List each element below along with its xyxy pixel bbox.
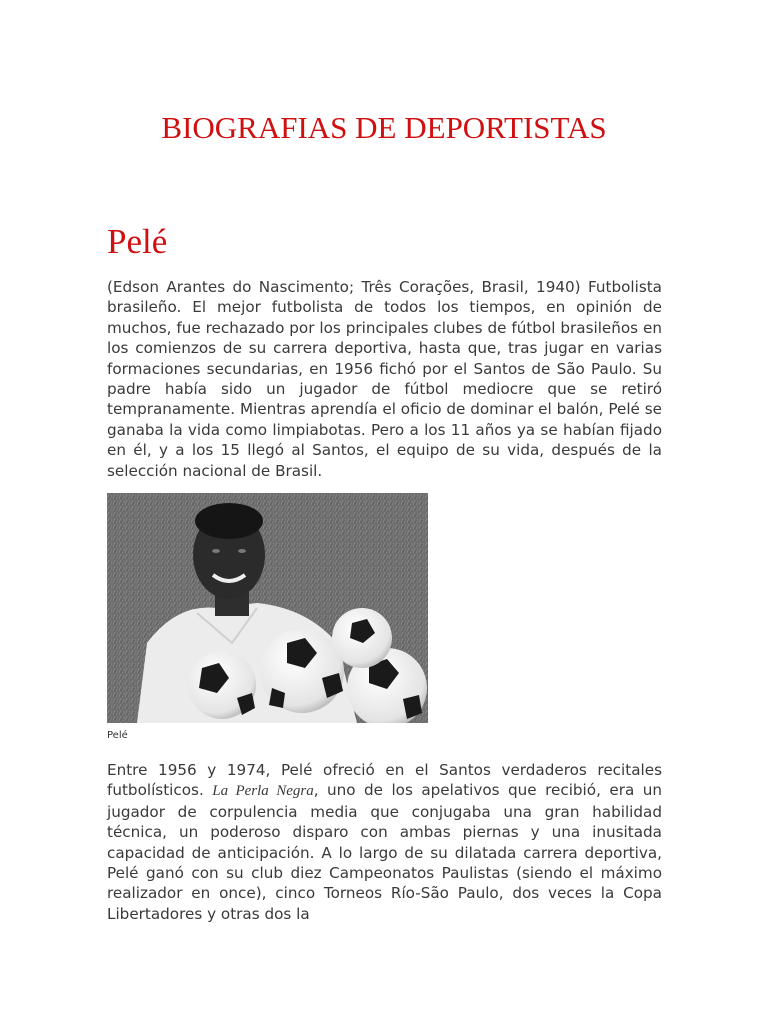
document-title: BIOGRAFIAS DE DEPORTISTAS bbox=[161, 110, 607, 145]
paragraph-2-text-a: Entre 1956 y 1974, Pelé ofreció en el Santos verdaderos recitales futbolísticos. bbox=[107, 761, 662, 800]
biography-paragraph-1: (Edson Arantes do Nascimento; Três Corações, Brasil, 1940) Futbolista brasileño. El mejor futbolista de todos los tiempos, en opinión de muchos, fue rechazado por los principales clubes de fútbol brasileños en los comienzos de su carrera deportiva, hasta que, tras jugar en varias formaciones secundarias, en 1956 fichó por el Santos de São Paulo. Su padre había sido un jugador de fútbol mediocre que se retiró tempranamente. Mientras aprendía el oficio de dominar el balón, Pelé se ganaba la vida como limpiabotas. Pero a los 11 años ya se habían fijado en él, y a los 15 llegó al Santos, el equipo de su vida, después de la selección nacional de Brasil. bbox=[107, 278, 662, 480]
section-title: Pelé bbox=[107, 222, 168, 261]
biography-paragraph-2 bbox=[107, 760, 662, 924]
pele-photo bbox=[107, 493, 428, 723]
photo-caption: Pelé bbox=[107, 730, 128, 741]
paragraph-2-text-b: , uno de los apelativos que recibió, era un jugador de corpulencia media que conjugaba una gran habilidad técnica, un poderoso disparo con ambas piernas y una inusitada capacidad de anticipación. A lo largo de su dilatada carrera deportiva, Pelé ganó con su club diez Campeonatos Paulistas (siendo el máximo realizador en once), cinco Torneos Río-São Paulo, dos veces la Copa Libertadores y otras dos la bbox=[107, 781, 662, 923]
nickname-italic: La Perla Negra bbox=[212, 783, 314, 800]
